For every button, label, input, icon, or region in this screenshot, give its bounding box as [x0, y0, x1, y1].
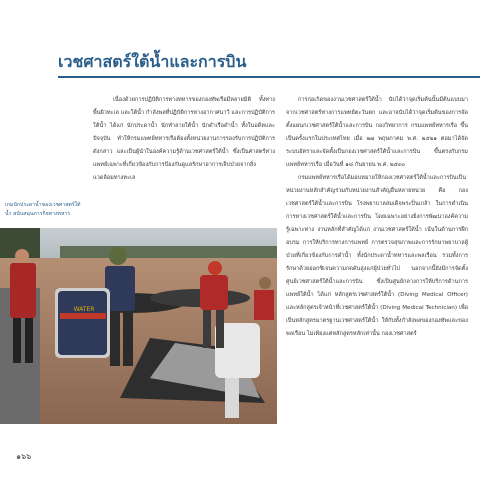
right-paragraph-1: การก่อเกิดของงานเวชศาสตร์ใต้น้ำ นับได้ว่าจุดเริ่มต้นนั้นมีต้นแบบมาจากเวชศาสตร์ทางการแพทย์ตะวันตก และอาจนับได้ว่าจุดเริ่มต้นของการจัดตั้งแผนกเวชศาสตร์ใต้น้ำและการบิน กองวิทยาการ กรมแพทย์ทหารเรือ ขึ้นเป็นครั้งแรกในประเทศไทย เมื่อ ๒๗ พฤษภาคม พ.ศ. ๒๕๒๑ ต่อมาได้จัดระบบอัตราและจัดตั้งเป็นกองเวชศาสตร์ใต้น้ำและการบิน ขึ้นตรงกับกรมแพทย์ทหารเรือ เมื่อวันที่ ๑๘ กันยายน พ.ศ. ๒๕๓๐: [286, 97, 468, 168]
rescue-boat-photo: [0, 228, 277, 424]
title-underline: [58, 76, 480, 78]
vest-text: WATER: [73, 306, 95, 313]
photo-caption: เกมนักประดาน้ำของเวชศาสตร์ใต้น้ำ สนับสนุนภารกิจทางทหาร: [5, 202, 81, 217]
right-column-text: [286, 94, 468, 474]
title-bar: [58, 44, 480, 84]
photo-rescue-boat: [0, 228, 277, 424]
right-paragraph-2: กรมแพทย์ทหารเรือได้มอบหมายให้กองเวชศาสตร์ใต้น้ำและการบินเป็นหน่วยงานหลักสำคัญร่วมกับหน่วยงานสำคัญอื่นหลายหน่วย คือ กองเวชศาสตร์ใต้น้ำและการบิน โรงพยาบาลสมเด็จพระปิ่นเกล้า ในการดำเนินการทางเวชศาสตร์ใต้น้ำและการบิน โดยเฉพาะอย่างยิ่งการพัฒนาองค์ความรู้เฉพาะทาง งานหลักที่สำคัญได้แก่ งานเวชศาสตร์ใต้น้ำ เน้นในด้านการฝึกอบรม การให้บริการทางการแพทย์ การตรวจสุขภาพและการรักษาพยาบาลผู้ป่วยที่เกี่ยวข้องกับการดำน้ำ ทั้งนักประดาน้ำทหารและพลเรือน รวมทั้งการรักษาด้วยออกซิเจนความกดดันสูงแก่ผู้ป่วยทั่วไป นอกจากนี้ยังมีการจัดตั้งศูนย์เวชศาสตร์ใต้น้ำและการบิน ซึ่งเป็นศูนย์กลางการให้บริการด้านการแพทย์ใต้น้ำ ได้แก่ หลักสูตรเวชศาสตร์ใต้น้ำ (Diving Medical Officer) และหลักสูตรเจ้าหน้าที่เวชศาสตร์ใต้น้ำ (Diving Medical Technician) เพื่อเป็นหลักสูตรมาตรฐานเวชศาสตร์ใต้น้ำ ให้กับทั้งกำลังพลของกองทัพและของพลเรือน ไม่เพียงแต่หลักสูตรหลักเท่านั้น กองเวชศาสตร์: [286, 175, 468, 337]
left-column-text: [93, 94, 275, 222]
page-title: เวชศาสตร์ใต้น้ำและการบิน: [58, 52, 247, 71]
left-paragraph: เนื่องด้วยการปฏิบัติการทางทหารของกองทัพเรือมีหลายมิติ ทั้งทางพื้นผิวทะเล และใต้น้ำ กำลังพลที่ปฏิบัติการทางอากาศนาวี และการปฏิบัติการใต้น้ำ ได้แก่ นักประดาน้ำ นักทำลายใต้น้ำ นักดำเรือดำน้ำ ทั้งในอดีตและปัจจุบัน ทำให้กรมแพทย์ทหารเรือต้องตั้งหน่วยงานการรองรับการปฏิบัติการดังกล่าว และเป็นผู้นำในองค์ความรู้ด้านเวชศาสตร์ใต้น้ำ ซึ่งเป็นศาสตร์ทางแพทย์เฉพาะที่เกี่ยวข้องกับการป้องกันดูแลรักษาอาการเจ็บป่วยจากสิ่งแวดล้อมทางทะเล: [93, 97, 275, 181]
page-number: ๑๖๖: [16, 452, 32, 461]
